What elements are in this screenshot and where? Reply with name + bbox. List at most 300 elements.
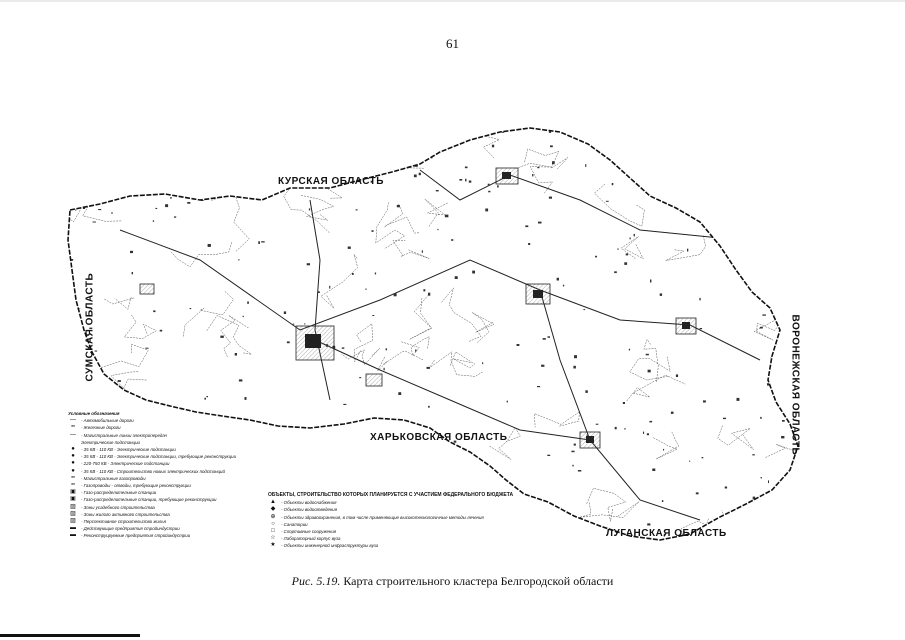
settlement-mark — [780, 397, 783, 400]
settlement-mark — [461, 140, 462, 142]
legend-item — [68, 532, 298, 539]
region-label-kursk: КУРСКАЯ ОБЛАСТЬ — [278, 176, 384, 187]
legend-item-label: - Газо-распределительные станции, требующие реконструкции — [81, 497, 217, 503]
settlement-mark — [571, 451, 574, 453]
settlement-mark — [220, 336, 223, 338]
settlement-mark — [649, 421, 652, 423]
district-boundary — [746, 125, 773, 149]
settlement-mark — [118, 380, 121, 382]
settlement-mark — [634, 234, 635, 237]
legend-item — [68, 482, 298, 489]
settlement-mark — [528, 243, 530, 245]
settlement-mark — [725, 487, 727, 489]
city-gubkin — [496, 168, 518, 184]
settlement-mark — [342, 347, 345, 348]
settlement-mark — [370, 428, 372, 430]
settlement-mark — [563, 285, 564, 287]
settlement-mark — [618, 248, 619, 250]
settlement-mark — [650, 184, 652, 186]
settlement-mark — [550, 145, 553, 147]
settlement-mark — [375, 273, 376, 275]
settlement-mark — [488, 184, 490, 186]
region-label-kharkiv: ХАРЬКОВСКАЯ ОБЛАСТЬ — [370, 432, 508, 443]
settlement-mark — [538, 222, 542, 224]
legend-main-title: Условные обозначения — [68, 411, 120, 416]
settlement-mark — [258, 241, 260, 244]
dash-line-icon: ╍ — [71, 424, 75, 431]
circle-icon: ● — [71, 453, 75, 460]
settlement-mark — [431, 484, 434, 486]
settlement-mark — [572, 465, 573, 467]
settlement-mark — [537, 167, 539, 168]
settlement-mark — [397, 205, 400, 207]
settlement-mark — [297, 154, 300, 155]
settlement-mark — [557, 278, 559, 281]
settlement-mark — [365, 289, 366, 290]
legend-item — [68, 511, 298, 518]
legend-item-label: - Объекты инженерной инфраструктуры вуза — [281, 543, 379, 549]
city-shebekino — [366, 374, 382, 386]
settlement-mark — [199, 131, 200, 134]
settlement-mark — [541, 365, 544, 367]
settlement-mark — [245, 397, 247, 400]
settlement-mark — [574, 355, 577, 358]
scan-bottom-edge — [0, 634, 140, 637]
district-boundary — [309, 138, 343, 199]
square-icon: ▣ — [70, 496, 76, 503]
settlement-mark — [789, 220, 791, 222]
legend-item-label: - Газо-распределительные станции — [81, 490, 157, 496]
circle-icon: ● — [71, 467, 75, 474]
legend-item — [68, 446, 298, 453]
settlement-mark — [398, 392, 401, 395]
district-boundary — [450, 352, 475, 368]
settlement-mark — [165, 204, 168, 207]
figure-caption — [0, 574, 905, 589]
settlement-mark — [436, 190, 439, 191]
settlement-mark — [689, 461, 690, 462]
legend-item-label: - 220-750 КВ - Электрические подстанции — [81, 461, 170, 467]
settlement-mark — [352, 273, 354, 275]
road-line — [310, 200, 330, 400]
legend-item-label: - Объекты водоснабжения — [281, 500, 337, 506]
settlement-mark — [573, 366, 576, 369]
legend-item-label: - Санатории — [281, 521, 308, 527]
settlement-mark — [786, 143, 789, 145]
district-boundary — [410, 296, 432, 340]
settlement-mark — [130, 251, 133, 253]
settlement-mark — [623, 402, 625, 404]
settlement-mark — [738, 151, 741, 153]
legend-item-label: - Автомобильные дороги — [81, 418, 134, 424]
settlement-mark — [348, 247, 351, 249]
settlement-mark — [111, 212, 112, 213]
settlement-mark — [696, 492, 699, 494]
settlement-mark — [328, 443, 331, 445]
settlement-mark — [699, 298, 700, 301]
legend-item — [68, 432, 298, 439]
settlement-mark — [451, 239, 453, 241]
settlement-mark — [704, 183, 705, 184]
district-boundary — [190, 131, 225, 170]
district-boundary — [183, 291, 233, 337]
settlement-mark — [74, 337, 76, 339]
settlement-mark — [770, 265, 771, 266]
settlement-mark — [751, 262, 753, 264]
legend-item — [68, 525, 298, 532]
settlement-mark — [145, 348, 148, 349]
city-grayvoron — [140, 284, 154, 294]
settlement-mark — [106, 131, 107, 132]
dash-line-icon: ╍ — [71, 482, 75, 489]
settlement-mark — [204, 398, 206, 400]
district-boundary — [666, 235, 706, 261]
legend-item — [68, 453, 298, 460]
settlement-mark — [160, 330, 163, 332]
city-valuyki — [580, 432, 600, 448]
settlement-mark — [304, 323, 305, 324]
settlement-mark — [595, 256, 597, 258]
settlement-mark — [652, 469, 655, 472]
settlement-mark — [185, 191, 187, 193]
settlement-mark — [660, 293, 662, 296]
square-icon: ▣ — [70, 489, 76, 496]
legend-item-label: - Газопроводы - отводы, требующие реконструкции — [81, 483, 191, 489]
settlement-mark — [465, 179, 466, 182]
settlement-mark — [525, 225, 528, 227]
region-label-sumy: СУМСКАЯ ОБЛАСТЬ — [84, 272, 96, 382]
settlement-mark — [435, 443, 437, 445]
settlement-mark — [663, 449, 664, 451]
legend-item — [68, 439, 298, 446]
settlement-mark — [243, 316, 244, 317]
district-boundary — [159, 108, 191, 146]
legend-item — [268, 542, 568, 549]
settlement-mark — [437, 229, 438, 230]
road-line — [315, 340, 590, 440]
settlement-mark — [492, 145, 494, 148]
settlement-mark — [647, 523, 650, 525]
settlement-mark — [760, 417, 762, 419]
dash-line-icon: ╍ — [71, 474, 75, 481]
settlement-mark — [132, 272, 133, 274]
settlement-mark — [93, 222, 96, 223]
district-boundary — [111, 372, 147, 391]
square-outline-icon: □ — [271, 528, 275, 535]
legend-item — [268, 514, 568, 521]
district-boundary — [340, 134, 394, 158]
settlement-mark — [336, 431, 338, 434]
settlement-mark — [80, 142, 82, 145]
district-boundary — [627, 375, 686, 401]
legend-item-label: - Магистральные газопроводы — [81, 475, 146, 481]
settlement-mark — [552, 161, 555, 164]
settlement-mark — [74, 309, 76, 311]
district-boundary — [586, 488, 625, 521]
legend-item-label: - Объекты водоотведения — [281, 507, 338, 513]
district-boundary — [644, 340, 658, 382]
settlement-mark — [662, 500, 663, 502]
legend-item-label: - Лабораторный корпус вуза — [281, 536, 341, 542]
settlement-mark — [153, 310, 155, 312]
circle-outline-icon: ○ — [271, 520, 275, 527]
legend-item — [68, 468, 298, 475]
settlement-mark — [731, 142, 733, 143]
settlement-mark — [615, 427, 617, 429]
legend-item — [268, 528, 568, 535]
settlement-mark — [75, 376, 78, 377]
legend-item-label: - 35 КВ - 110 КВ - Электрические подстанции — [81, 447, 176, 453]
settlement-mark — [630, 238, 631, 240]
settlement-mark — [549, 197, 552, 199]
settlement-mark — [650, 280, 651, 283]
settlement-mark — [329, 286, 330, 289]
settlement-mark — [465, 167, 468, 169]
district-boundary — [91, 344, 148, 368]
page-number: 61 — [446, 36, 459, 51]
district-boundary — [385, 204, 420, 233]
legend-item — [68, 460, 298, 467]
diamond-icon: ◆ — [270, 506, 276, 513]
triangle-icon: ▲ — [270, 499, 276, 506]
settlement-mark — [287, 341, 290, 343]
block-icon: ▬ — [70, 525, 76, 532]
figure-number: Рис. 5.19. — [291, 574, 341, 588]
district-boundary — [737, 117, 765, 136]
hatch-icon: ▨ — [70, 503, 76, 510]
settlement-mark — [768, 194, 770, 195]
settlement-mark — [543, 338, 546, 340]
settlement-mark — [436, 452, 437, 455]
settlement-mark — [737, 398, 740, 401]
cross-circle-icon: ⊕ — [270, 513, 276, 520]
district-boundary — [401, 337, 429, 356]
legend-item-label: - Действующие предприятия стройиндустрии — [81, 526, 180, 532]
settlement-mark — [302, 456, 305, 458]
settlement-mark — [100, 147, 103, 150]
settlement-mark — [253, 171, 254, 174]
settlement-mark — [75, 210, 76, 211]
settlement-mark — [497, 185, 499, 187]
settlement-mark — [668, 198, 671, 201]
settlement-mark — [547, 455, 550, 456]
settlement-mark — [184, 137, 187, 140]
legend-federal-title: ОБЪЕКТЫ, СТРОИТЕЛЬСТВО КОТОРЫХ ПЛАНИРУЕТСЯ С УЧАСТИЕМ ФЕДЕРАЛЬНОГО БЮДЖЕТА — [268, 492, 514, 498]
settlement-mark — [415, 450, 417, 452]
settlement-mark — [775, 394, 777, 396]
settlement-mark — [472, 271, 475, 274]
legend-item — [68, 475, 298, 482]
settlement-mark — [752, 454, 755, 455]
settlement-mark — [179, 144, 181, 146]
district-boundary — [334, 118, 355, 151]
settlement-mark — [532, 174, 533, 176]
settlement-mark — [155, 208, 157, 209]
settlement-mark — [671, 412, 674, 414]
settlement-mark — [428, 293, 430, 296]
road-line — [120, 230, 760, 360]
district-boundary — [301, 195, 334, 220]
district-boundary — [124, 315, 156, 339]
settlement-mark — [423, 289, 425, 291]
settlement-mark — [414, 175, 417, 178]
settlement-mark — [578, 470, 581, 472]
settlement-mark — [170, 197, 171, 199]
legend-item — [68, 417, 298, 424]
settlement-mark — [125, 175, 127, 176]
region-label-voronezh: ВОРОНЕЖСКАЯ ОБЛАСТЬ — [789, 314, 801, 456]
district-boundary — [718, 426, 754, 450]
settlement-mark — [384, 368, 385, 371]
settlement-mark — [372, 230, 374, 232]
legend-item-label: - Спортивные сооружения — [281, 529, 337, 535]
settlement-mark — [606, 201, 609, 202]
settlement-mark — [135, 161, 138, 162]
circle-icon: ● — [71, 460, 75, 467]
settlement-mark — [585, 164, 586, 167]
district-boundary — [382, 131, 424, 169]
settlement-mark — [760, 327, 763, 329]
settlement-mark — [624, 428, 626, 429]
legend-item — [268, 535, 568, 542]
settlement-mark — [301, 460, 303, 462]
settlement-mark — [548, 336, 551, 338]
figure-title: Карта строительного кластера Белгородской области — [340, 574, 614, 588]
legend-item — [268, 499, 568, 506]
district-boundary — [355, 324, 373, 362]
settlement-mark — [723, 418, 726, 419]
settlement-mark — [537, 386, 540, 387]
legend-item-label: - 35 КВ - 110 КВ - Электрические подстанции, требующие реконструкции — [81, 454, 237, 460]
settlement-mark — [98, 209, 101, 210]
legend-item-label: Электрические подстанции — [81, 439, 140, 445]
settlement-mark — [247, 302, 249, 304]
settlement-mark — [394, 293, 397, 296]
settlement-mark — [343, 462, 344, 463]
settlement-mark — [517, 344, 520, 346]
settlement-mark — [206, 396, 208, 397]
city-belgorod — [296, 326, 334, 360]
settlement-mark — [317, 291, 319, 293]
settlement-mark — [455, 276, 458, 279]
city-stary-oskol — [526, 284, 550, 304]
settlement-mark — [781, 436, 784, 438]
district-boundary — [171, 241, 232, 267]
settlement-mark — [415, 350, 416, 352]
legend-item-label: - Реконструируемые предприятия стройиндустрии — [81, 533, 191, 539]
settlement-mark — [187, 202, 190, 204]
legend-item — [68, 504, 298, 511]
settlement-mark — [422, 250, 423, 252]
settlement-mark — [737, 156, 738, 159]
district-boundary — [630, 357, 671, 380]
district-boundary — [770, 354, 806, 382]
settlement-mark — [700, 328, 703, 329]
settlement-mark — [356, 209, 358, 210]
district-boundary — [207, 316, 252, 355]
settlement-mark — [629, 349, 630, 351]
legend-item — [68, 518, 298, 525]
settlement-mark — [118, 154, 120, 156]
settlement-mark — [641, 137, 644, 139]
legend-item — [68, 424, 298, 431]
settlement-mark — [419, 173, 421, 176]
legend-item-label: - Зоны жилого активного строительства — [81, 511, 170, 517]
settlement-mark — [768, 480, 769, 483]
settlement-mark — [614, 271, 617, 273]
settlement-mark — [190, 308, 192, 309]
settlement-mark — [753, 265, 756, 267]
line-icon: — — [70, 417, 76, 424]
settlement-mark — [583, 309, 585, 310]
settlement-mark — [153, 220, 154, 222]
settlement-mark — [703, 400, 706, 402]
settlement-mark — [174, 216, 176, 217]
settlement-mark — [216, 161, 219, 163]
star-outline-icon: ☆ — [270, 535, 276, 542]
district-boundary — [31, 309, 81, 327]
district-boundary — [211, 192, 249, 252]
settlement-mark — [488, 191, 490, 193]
settlement-mark — [596, 424, 599, 425]
settlement-mark — [261, 241, 265, 242]
settlement-mark — [482, 362, 483, 364]
settlement-mark — [507, 401, 508, 403]
legend-item-label: - Объекты здравоохранения, в том числе применяющие высокотехнологичные методы лечения — [281, 514, 484, 520]
settlement-mark — [784, 514, 786, 516]
settlement-mark — [359, 377, 361, 378]
district-boundary — [653, 432, 679, 459]
legend-item — [268, 521, 568, 528]
settlement-mark — [459, 179, 462, 181]
star-icon: ★ — [270, 542, 276, 549]
settlement-mark — [574, 444, 576, 446]
district-boundary — [104, 298, 133, 310]
line-icon: — — [70, 431, 76, 438]
settlement-mark — [343, 404, 346, 405]
legend-item-label: - Зоны усадебного строительства — [81, 504, 155, 510]
settlement-mark — [238, 259, 239, 260]
settlement-mark — [687, 249, 688, 252]
settlement-mark — [585, 390, 587, 393]
settlement-mark — [702, 457, 704, 458]
settlement-mark — [307, 263, 310, 265]
district-boundary — [425, 199, 449, 226]
district-boundary — [221, 315, 249, 357]
district-boundary — [621, 236, 643, 259]
settlement-mark — [742, 260, 744, 261]
legend-item-label: - Магистральные линии электропередач — [81, 432, 167, 438]
region-label-lugansk: ЛУГАНСКАЯ ОБЛАСТЬ — [606, 528, 727, 539]
legend-item-label: - Перспективное строительство жилья — [81, 519, 167, 525]
district-boundary — [14, 194, 83, 222]
district-boundary — [750, 136, 787, 173]
settlement-mark — [469, 181, 472, 183]
settlement-mark — [485, 209, 488, 212]
settlement-mark — [676, 374, 678, 377]
legend-main — [68, 410, 298, 540]
district-boundary — [376, 202, 405, 249]
settlement-mark — [648, 370, 651, 373]
settlement-mark — [643, 432, 644, 434]
settlement-mark — [612, 183, 614, 185]
hatch-icon: ▨ — [70, 518, 76, 525]
legend-item — [268, 506, 568, 513]
district-boundary — [393, 240, 429, 258]
settlement-mark — [761, 477, 762, 478]
settlement-mark — [386, 348, 387, 350]
settlement-mark — [369, 469, 372, 471]
